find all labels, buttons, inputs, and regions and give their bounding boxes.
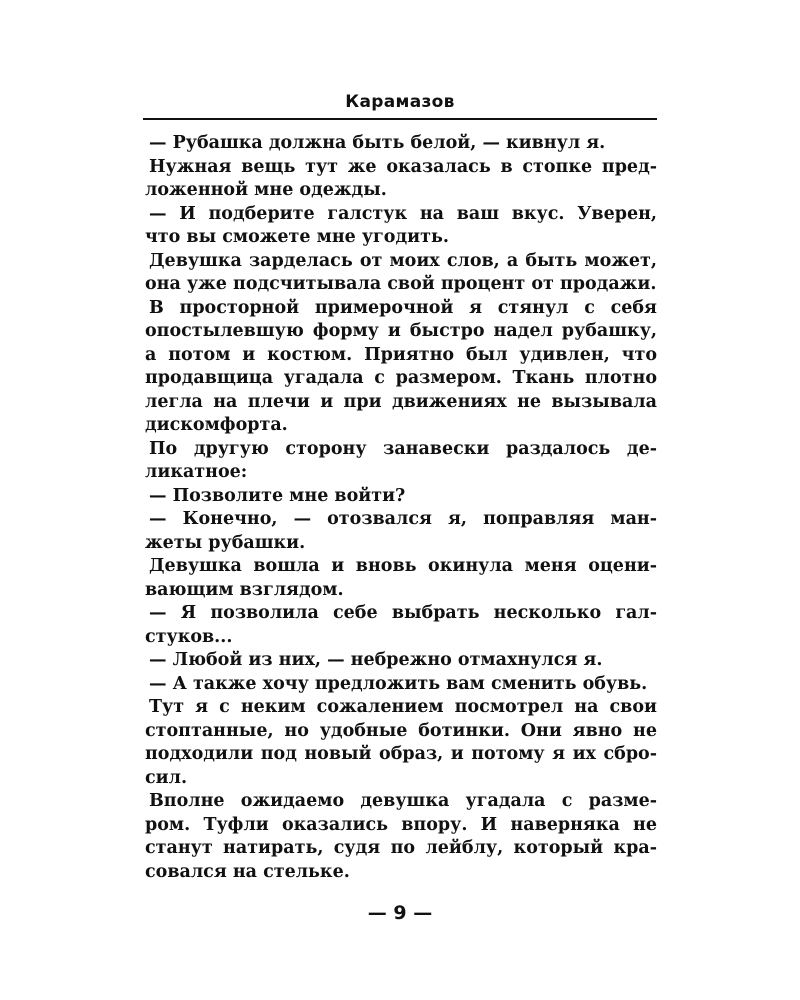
text-line: — Позволите мне войти? [149,485,406,506]
text-line: — Я позволила себе выбрать несколько гал- [149,603,657,623]
text-line: станут натирать, судя по лейблу, который кра- [145,838,657,858]
text-line: — Любой из них, — небрежно отмахнулся я. [149,650,603,670]
text-line: а потом и костюм. Приятно был удивлен, что [145,344,657,365]
text-line: продавщица угадала с размером. Ткань плотно [145,368,657,388]
text-line: вающим взглядом. [145,579,344,600]
text-line: Девушка зарделась от моих слов, а быть может, [149,250,657,271]
text-line: дискомфорта. [145,415,288,435]
text-line: легла на плечи и при движениях не вызывала [145,391,657,412]
text-line: ликатное: [145,462,248,482]
text-line: — Рубашка должна быть белой, — кивнул я. [149,133,606,153]
text-line: стоптанные, но удобные ботинки. Они явно не [145,720,657,741]
text-line: Вполне ожидаемо девушка угадала с разме- [149,791,657,811]
text-line: Тут я с неким сожалением посмотрел на свои [149,697,657,717]
text-line: подходили под новый образ, и потому я их сбро- [145,744,657,764]
text-line: — Конечно, — отозвался я, поправляя ман- [149,509,657,529]
text-line: — А также хочу предложить вам сменить обувь. [149,673,648,694]
text-line: что вы сможете мне угодить. [145,227,449,247]
text-line: сил. [145,767,188,788]
text-line: В просторной примерочной я стянул с себя [149,297,657,318]
text-line: жеты рубашки. [145,532,306,553]
text-line: ложенной мне одежды. [145,180,387,200]
text-line: По другую сторону занавески раздалось де- [149,438,657,459]
text-line: Нужная вещь тут же оказалась в стопке пред- [149,156,657,177]
text-line: стуков... [145,626,233,647]
page-number: — 9 — [367,902,433,924]
text-line: она уже подсчитывала свой процент от продажи. [145,274,657,294]
body-text [145,132,657,884]
header-rule [143,118,657,120]
running-head-title: Карамазов [345,92,455,112]
text-line: ром. Туфли оказались впору. И наверняка не [145,814,657,835]
text-line: совался на стельке. [145,861,350,882]
text-line: — И подберите галстук на ваш вкус. Уверен, [149,203,657,224]
text-line: опостылевшую форму и быстро надел рубашку, [145,321,657,341]
text-line: Девушка вошла и вновь окинула меня оцени- [149,556,657,576]
